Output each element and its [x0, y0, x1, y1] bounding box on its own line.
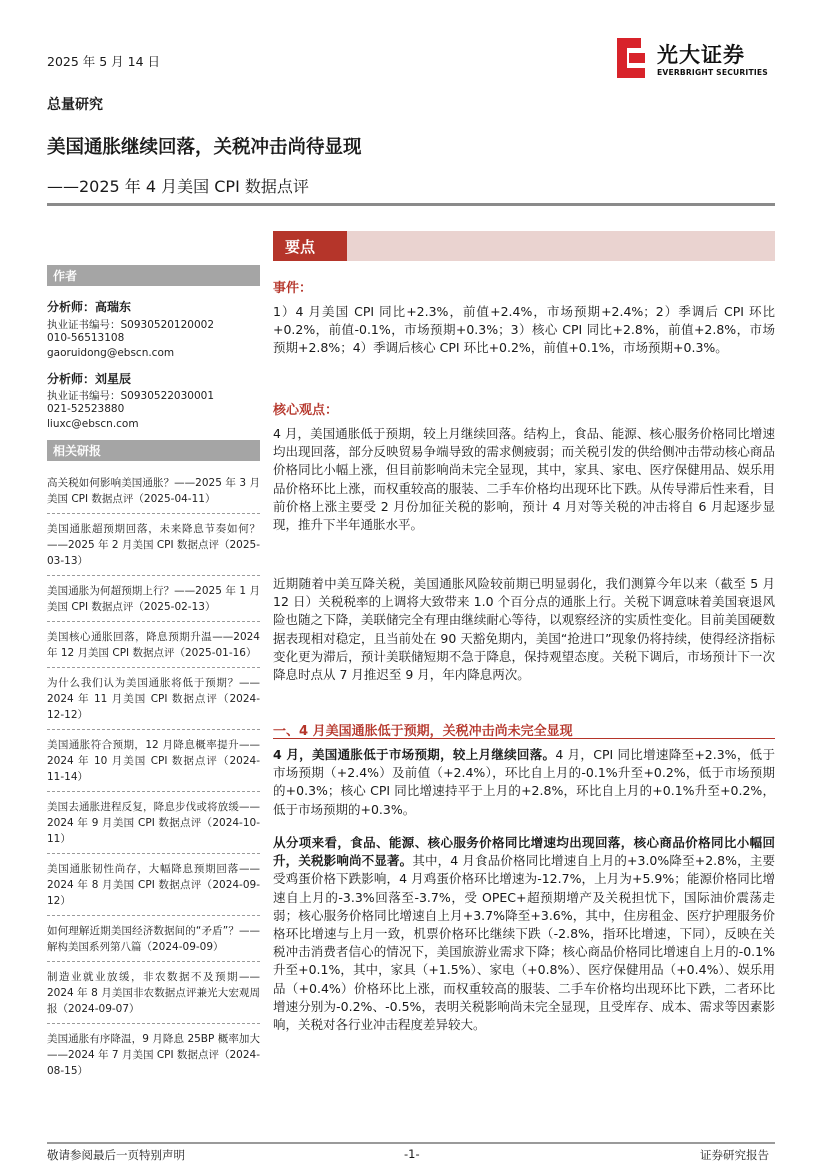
related-report-item[interactable]: 美国通胀超预期回落，未来降息节奏如何？——2025 年 2 月美国 CPI 数据点评（2025-03-13） [47, 523, 260, 567]
related-divider [47, 621, 260, 622]
analyst-name: 分析师：高瑞东 [47, 300, 132, 314]
core-view-paragraph: 4 月，美国通胀低于预期，较上月继续回落。结构上，食品、能源、核心服务价格同比增速均出现回落，部分反映贸易争端导致的需求侧疲弱；而关税引发的供给侧冲击带动核心商品价格同比小幅上涨，但目前影响尚未完全显现，其中，家具、家电、医疗保健用品、娱乐用品价格环比上涨，而权重较高的服装、二手车价格均出现环比下跌。从传导滞后性来看，目前价格上涨主要受 2 月份加征关税的影响，预计 4 月对等关税的冲击将自 6 月起逐步显现，推升下半年通胀水平。 [273, 426, 775, 533]
report-type: 证券研究报告 [700, 1148, 769, 1162]
keypoints-label: 要点 [285, 238, 316, 256]
related-divider [47, 1023, 260, 1024]
analyst-cert: 执业证书编号：S0930520120002 [47, 319, 215, 331]
analyst-email[interactable]: gaoruidong@ebscn.com [47, 347, 175, 359]
related-divider [47, 729, 260, 730]
section-heading: 一、4 月美国通胀低于预期，关税冲击尚未完全显现 [273, 724, 573, 739]
analyst-cert: 执业证书编号：S0930522030001 [47, 390, 215, 402]
related-report-item[interactable]: 为什么我们认为美国通胀将低于预期？——2024 年 11 月美国 CPI 数据点评（2024-12-12） [47, 677, 260, 721]
related-report-item[interactable]: 美国通胀符合预期，12 月降息概率提升——2024 年 10 月美国 CPI 数据点评（2024-11-14） [47, 739, 260, 783]
section-heading-rule [273, 738, 775, 739]
logo-chinese-name: 光大证券 [657, 43, 745, 67]
logo-english-name: EVERBRIGHT SECURITIES [657, 68, 768, 77]
keypoints-banner [273, 231, 775, 261]
related-divider [47, 513, 260, 514]
everbright-logo-icon [617, 38, 647, 78]
event-text: 1）4 月美国 CPI 同比+2.3%，前值+2.4%，市场预期+2.4%；2）季调后 CPI 环比+0.2%，前值-0.1%，市场预期+0.3%；3）核心 CPI 同比+2.8%，前值+2.8%，市场预期+2.8%；4）季调后核心 CPI 环比+0.2%，前值+0.1%，市场预期+0.3%。 [273, 304, 775, 356]
report-title: 美国通胀继续回落，关税冲击尚待显现 [47, 137, 362, 158]
related-report-item[interactable]: 高关税如何影响美国通胀？——2025 年 3 月美国 CPI 数据点评（2025-04-11） [47, 477, 260, 505]
title-divider [47, 203, 775, 206]
analyst-name: 分析师：刘星辰 [47, 372, 132, 386]
author-header [47, 265, 260, 286]
related-report-item[interactable]: 美国通胀有序降温，9 月降息 25BP 概率加大——2024 年 7 月美国 CPI 数据点评（2024-08-15） [47, 1033, 260, 1077]
related-divider [47, 667, 260, 668]
related-report-item[interactable]: 如何理解近期美国经济数据间的“矛盾”？——解构美国系列第八篇（2024-09-09） [47, 925, 260, 953]
event-label: 事件： [273, 281, 313, 296]
author-header-label: 作者 [53, 269, 78, 283]
related-divider [47, 575, 260, 576]
related-report-item[interactable]: 美国通胀为何超预期上行？——2025 年 1 月美国 CPI 数据点评（2025-02-13） [47, 585, 260, 613]
paragraph-lead: 从分项来看，食品、能源、核心服务价格同比增速均出现回落，核心商品价格同比小幅回升，关税影响尚不显著。 [273, 835, 775, 869]
related-divider [47, 961, 260, 962]
disclaimer-note: 敬请参阅最后一页特别声明 [47, 1148, 185, 1162]
related-divider [47, 791, 260, 792]
report-subtitle: ——2025 年 4 月美国 CPI 数据点评 [47, 177, 309, 196]
keypoints-tag [273, 231, 347, 261]
related-report-item[interactable]: 美国核心通胀回落，降息预期升温——2024 年 12 月美国 CPI 数据点评（2025-01-16） [47, 631, 260, 659]
paragraph-body: 其中，4 月食品价格同比增速自上月的+3.0%降至+2.8%，主要受鸡蛋价格下跌影响，4 月鸡蛋价格环比增速为-12.7%，上月为+5.9%；能源价格同比增速自上月的-3.3%回落至-3.7%，受 OPEC+超预期增产及关税担忧下，国际油价震荡走弱；核心服务价格同比增速自上月+3.7%降至+3.6%，其中，住房租金、医疗护理服务价格环比增速与上月一致，机票价格环比继续下跌（-2.8%，指环比增速，下同），反映在关税冲击消费者信心的情况下，美国旅游业需求下降；核心商品价格同比增速自上月的-0.1%升至+0.1%，其中，家具（+1.5%）、家电（+0.8%）、医疗保健用品（+0.4%）、娱乐用品（+0.4%）价格环比上涨，而权重较高的服装、二手车价格均出现环比下跌，二者环比增速分别为-0.2%、-0.5%，表明关税影响尚未完全显现，且受库存、成本、需求等因素影响，关税对各行业冲击程度差异较大。 [273, 853, 775, 1033]
related-reports-label: 相关研报 [53, 444, 102, 458]
paragraph-lead: 4 月，美国通胀低于市场预期，较上月继续回落。 [273, 747, 556, 762]
paragraph-body: 4 月，CPI 同比增速降至+2.3%，低于市场预期（+2.4%）及前值（+2.4%），环比自上月的-0.1%升至+0.2%，低于市场预期的+0.3%；核心 CPI 同比增速持平于上月的+2.8%，环比自上月的+0.1%升至+0.2%，低于市场预期的+0.3%。 [273, 747, 775, 817]
related-report-item[interactable]: 美国通胀韧性尚存，大幅降息预期回落——2024 年 8 月美国 CPI 数据点评（2024-09-12） [47, 863, 260, 907]
analyst-phone: 010-56513108 [47, 332, 125, 344]
related-reports-header [47, 440, 260, 461]
analyst-phone: 021-52523880 [47, 403, 125, 415]
analyst-email[interactable]: liuxc@ebscn.com [47, 418, 139, 430]
related-report-item[interactable]: 美国去通胀进程反复，降息步伐或将放缓——2024 年 9 月美国 CPI 数据点评（2024-10-11） [47, 801, 260, 845]
related-divider [47, 915, 260, 916]
related-divider [47, 853, 260, 854]
core-view-label: 核心观点： [273, 403, 339, 418]
section-paragraph [273, 746, 775, 819]
related-report-item[interactable]: 制造业就业放缓，非农数据不及预期——2024 年 8 月美国非农数据点评兼光大宏观周报（2024-09-07） [47, 971, 260, 1015]
section-paragraph [273, 834, 775, 1034]
report-category: 总量研究 [47, 97, 103, 113]
company-logo [617, 38, 777, 82]
core-view-paragraph: 近期随着中美互降关税，美国通胀风险较前期已明显弱化，我们测算今年以来（截至 5 月 12 日）关税税率的上调将大致带来 1.0 个百分点的通胀上行。关税下调意味着美国衰退风险也随之下降，美联储完全有理由继续耐心等待，以观察经济的实质性变化。目前美国硬数据表现相对稳定，且当前处在 90 天豁免期内，美国“抢进口”现象仍将持续，使得经济指标变化更为滞后，预计美联储短期不急于降息，保持观望态度。关税下调后，市场预计下一次降息时点从 7 月推迟至 9 月，年内降息两次。 [273, 576, 775, 683]
report-date: 2025 年 5 月 14 日 [47, 54, 161, 69]
footer-divider [47, 1142, 775, 1144]
page-number: -1- [404, 1147, 420, 1161]
